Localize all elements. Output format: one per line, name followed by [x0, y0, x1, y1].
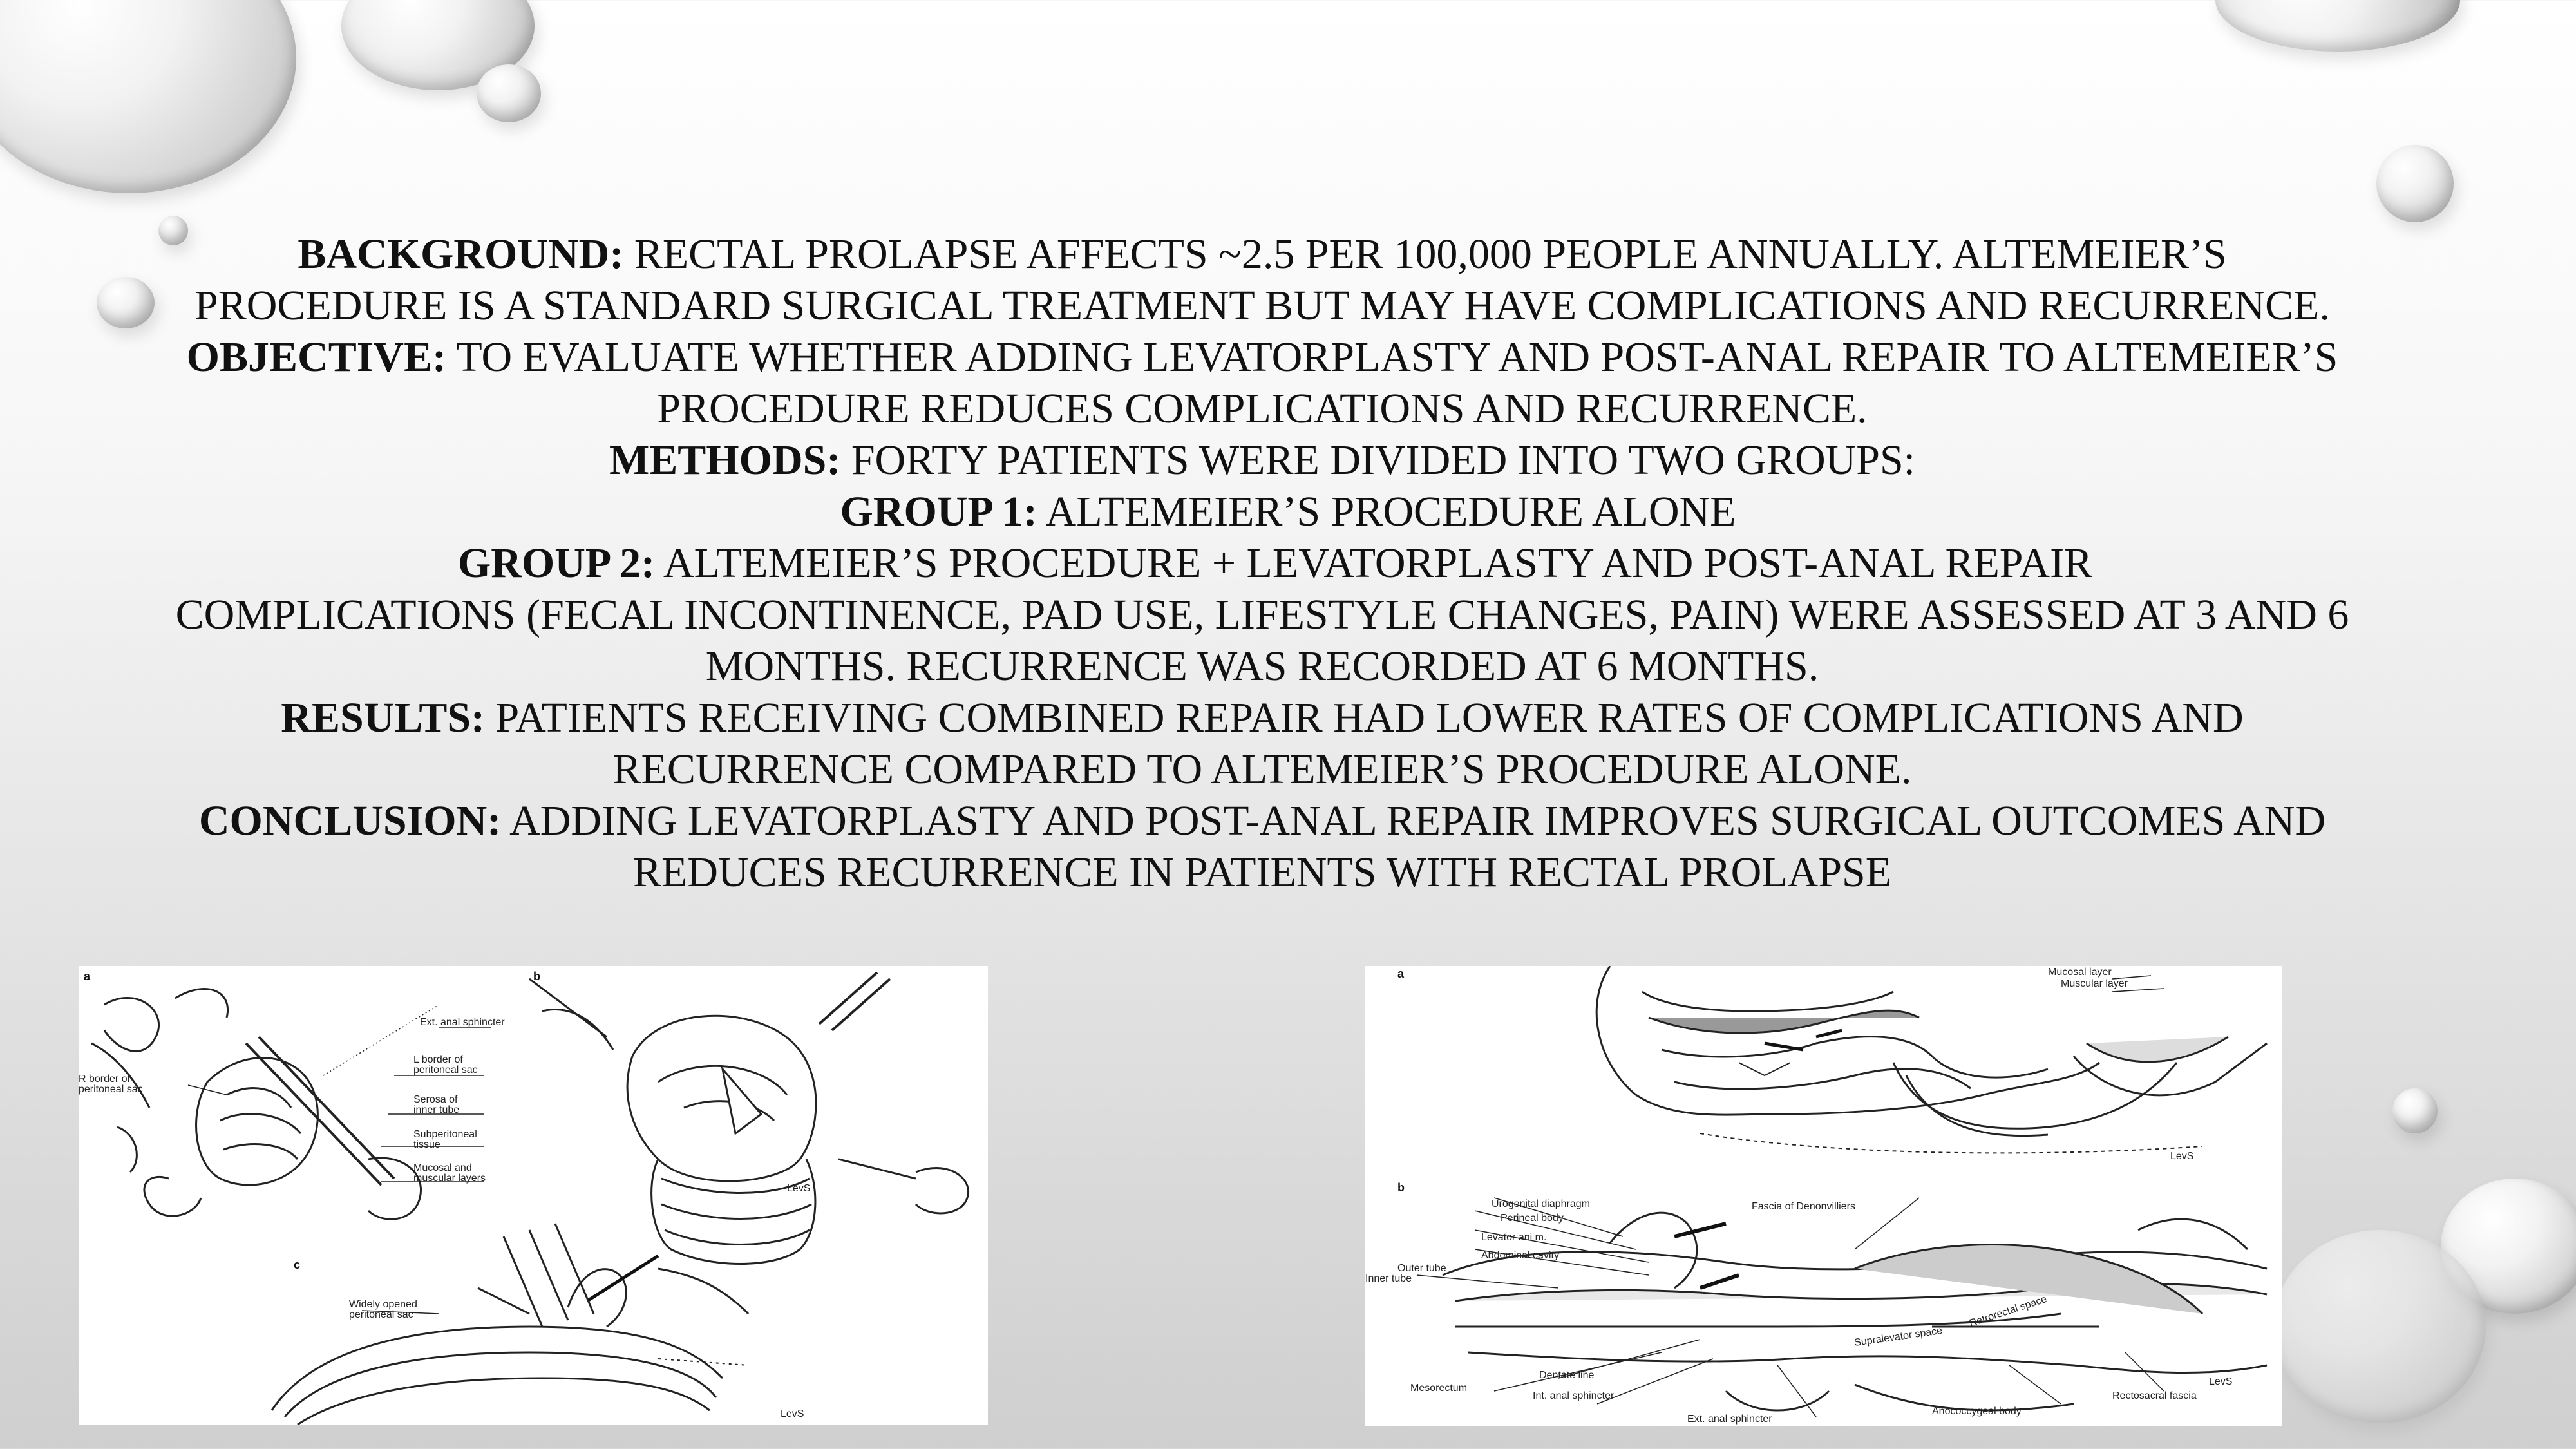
group1-label: GROUP 1: [840, 488, 1037, 535]
label-r-border: R border of [79, 1074, 131, 1084]
label-inner-tube: Inner tube [1365, 1273, 1412, 1284]
group1-text: ALTEMEIER’S PROCEDURE ALONE [1037, 488, 1736, 535]
label-muscular-layers: muscular layers [413, 1173, 486, 1184]
illustrator-signature: LevS [781, 1408, 804, 1419]
label-perineal-body: Perineal body [1501, 1213, 1564, 1224]
label-ext-anal-sphincter: Ext. anal sphincter [1687, 1414, 1772, 1425]
methods-paragraph [167, 435, 2357, 486]
group2-label: GROUP 2: [457, 540, 656, 587]
label-levator-ani: Levator ani m. [1481, 1232, 1547, 1243]
background-paragraph [167, 229, 2357, 332]
panel-label-c: c [294, 1258, 301, 1271]
label-l-border: L border of [413, 1054, 463, 1065]
water-drop-decoration [97, 277, 155, 328]
label-supralevator-space: Supralevator space [1853, 1325, 1944, 1349]
label-outer-tube: Outer tube [1397, 1263, 1446, 1274]
label-peritoneal-sac-c: peritoneal sac [349, 1309, 413, 1320]
water-drop-decoration [2376, 145, 2454, 222]
objective-text: TO EVALUATE WHETHER ADDING LEVATORPLASTY AND POST-ANAL REPAIR TO ALTEMEIER’S PROCEDURE REDUCES COMPLICATIONS AND RECURRENCE. [446, 334, 2338, 432]
water-drop-decoration [2273, 1230, 2486, 1423]
panel-label-a: a [1397, 967, 1405, 980]
panel-label-b: b [533, 970, 540, 983]
levatorplasty-illustration [1365, 966, 2282, 1426]
label-subperitoneal: Subperitoneal [413, 1129, 477, 1140]
label-anococcygeal-body: Anococcygeal body [1932, 1406, 2022, 1417]
illustrator-signature: LevS [787, 1183, 811, 1194]
results-paragraph [167, 692, 2357, 795]
figure-altemeier-procedure [79, 966, 988, 1425]
label-serosa: Serosa of [413, 1094, 458, 1105]
complications-paragraph [167, 589, 2357, 692]
illustrator-signature: LevS [2170, 1151, 2194, 1162]
background-text: RECTAL PROLAPSE AFFECTS ~2.5 PER 100,000 PEOPLE ANNUALLY. ALTEMEIER’S PROCEDURE IS A STANDARD SURGICAL TREATMENT BUT MAY HAVE COMPLICATIONS AND RECURRENCE. [194, 231, 2330, 329]
label-abdominal-cavity: Abdominal cavity [1481, 1250, 1559, 1261]
methods-label: METHODS: [609, 437, 841, 484]
background-label: BACKGROUND: [298, 231, 624, 278]
label-retrorectal-space: Retrorectal space [1967, 1293, 2049, 1329]
group2-paragraph [167, 538, 2357, 589]
panel-label-a: a [84, 970, 91, 983]
illustrator-signature: LevS [2209, 1376, 2233, 1387]
water-drop-decoration [2215, 0, 2460, 52]
conclusion-label: CONCLUSION: [198, 797, 502, 844]
objective-paragraph [167, 332, 2357, 435]
label-dentate-line: Dentate line [1539, 1370, 1595, 1381]
abstract-text [167, 229, 2357, 898]
label-peritoneal-sac: peritoneal sac [413, 1065, 478, 1075]
water-drop-decoration [2392, 1088, 2438, 1133]
figure-levatorplasty-anatomy [1365, 966, 2282, 1426]
label-int-anal-sphincter: Int. anal sphincter [1533, 1390, 1615, 1401]
complications-text: COMPLICATIONS (FECAL INCONTINENCE, PAD USE, LIFESTYLE CHANGES, PAIN) WERE ASSESSED AT 3 AND 6 MONTHS. RECURRENCE WAS RECORDED AT 6 MONTHS. [175, 591, 2349, 690]
label-mesorectum: Mesorectum [1410, 1383, 1468, 1394]
panel-label-b: b [1397, 1181, 1405, 1194]
label-ext-anal-sphincter: Ext. anal sphincter [420, 1017, 505, 1028]
label-urogenital-diaphragm: Urogenital diaphragm [1492, 1198, 1590, 1209]
results-text: PATIENTS RECEIVING COMBINED REPAIR HAD LOWER RATES OF COMPLICATIONS AND RECURRENCE COMPARED TO ALTEMEIER’S PROCEDURE ALONE. [485, 694, 2244, 793]
group1-paragraph [167, 486, 2357, 538]
conclusion-paragraph [167, 795, 2357, 898]
label-widely-opened: Widely opened [349, 1299, 417, 1310]
label-tissue: tissue [413, 1139, 440, 1150]
label-rectosacral-fascia: Rectosacral fascia [2112, 1390, 2197, 1401]
conclusion-text: ADDING LEVATORPLASTY AND POST-ANAL REPAIR IMPROVES SURGICAL OUTCOMES AND REDUCES RECURRENCE IN PATIENTS WITH RECTAL PROLAPSE [501, 797, 2326, 896]
results-label: RESULTS: [281, 694, 486, 741]
label-peritoneal-sac-r: peritoneal sac [79, 1084, 143, 1095]
water-drop-decoration [477, 64, 541, 122]
label-fascia-denonvilliers: Fascia of Denonvilliers [1752, 1201, 1855, 1212]
label-muscular-layer: Muscular layer [2061, 978, 2128, 989]
objective-label: OBJECTIVE: [186, 334, 447, 381]
label-inner-tube: inner tube [413, 1104, 460, 1115]
label-mucosal-layer: Mucosal layer [2048, 967, 2112, 978]
group2-text: ALTEMEIER’S PROCEDURE + LEVATORPLASTY AND POST-ANAL REPAIR [655, 540, 2093, 587]
water-drop-decoration [0, 0, 296, 193]
altemeier-illustration [79, 966, 988, 1425]
label-mucosal: Mucosal and [413, 1162, 472, 1173]
methods-text: FORTY PATIENTS WERE DIVIDED INTO TWO GROUPS: [840, 437, 1916, 484]
